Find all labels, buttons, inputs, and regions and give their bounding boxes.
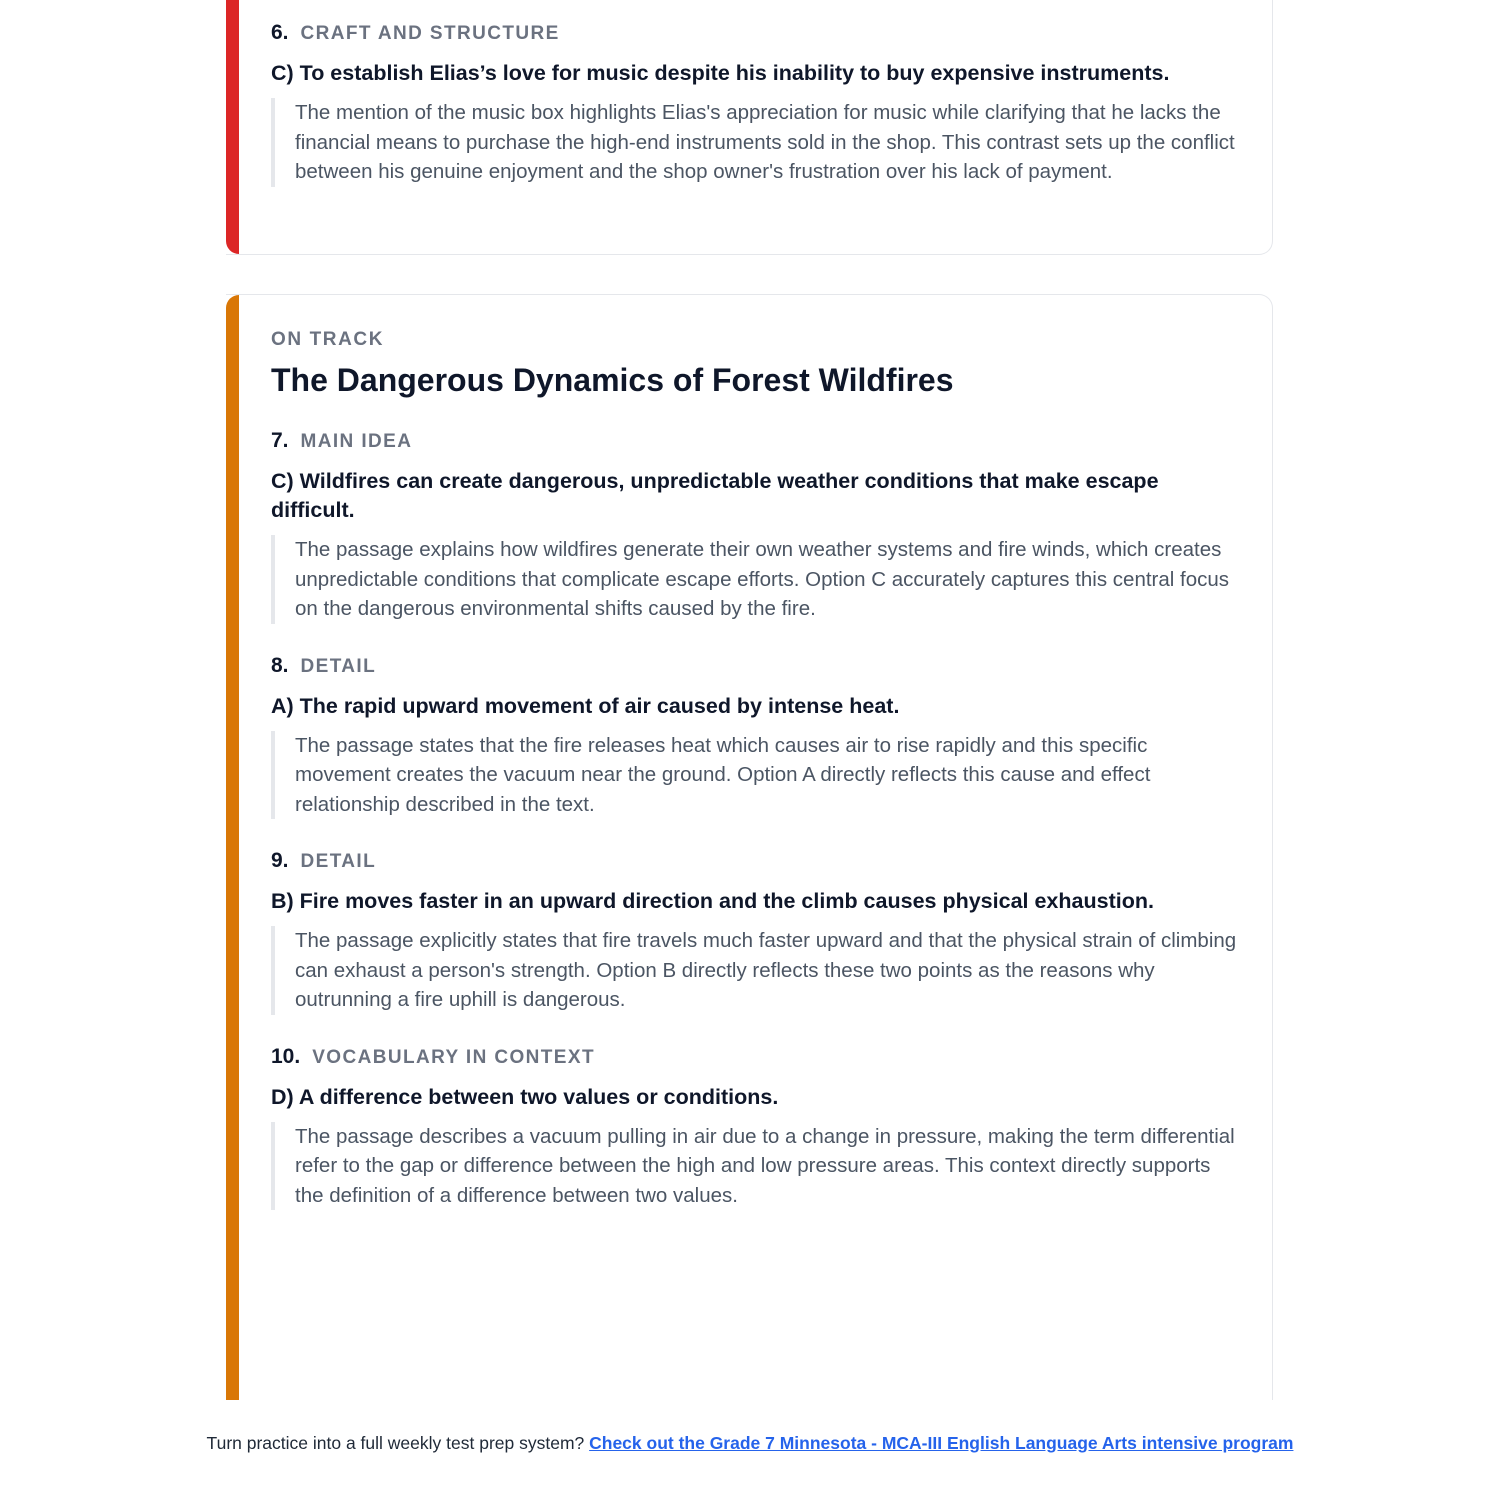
answer-explanation: The passage explains how wildfires generate their own weather systems and fire winds, which creates unpredictable conditions that complicate escape efforts. Option C accurately captures this central focus on the dangerous environmental shifts caused by the fire.	[271, 535, 1242, 624]
question-category: DETAIL	[300, 655, 377, 677]
answer-explanation: The passage states that the fire releases heat which causes air to rise rapidly and this specific movement creates the vacuum near the ground. Option A directly reflects this cause and effect relationship described in the text.	[271, 731, 1242, 820]
question-header	[271, 654, 1242, 684]
card-content	[271, 21, 1242, 187]
correct-answer: A) The rapid upward movement of air caused by intense heat.	[271, 693, 900, 718]
correct-answer: D) A difference between two values or conditions.	[271, 1084, 779, 1109]
footer-promo	[200, 1433, 1300, 1454]
correct-answer: C) To establish Elias’s love for music despite his inability to buy expensive instruments.	[271, 61, 1170, 85]
question-category: CRAFT AND STRUCTURE	[300, 23, 560, 44]
question-item	[271, 429, 1242, 624]
program-link[interactable]: Check out the Grade 7 Minnesota - MCA-III English Language Arts intensive program	[589, 1433, 1294, 1453]
question-number: 9.	[271, 849, 289, 873]
question-header	[271, 849, 1242, 879]
question-item	[271, 654, 1242, 820]
answer-explanation: The passage describes a vacuum pulling in air due to a change in pressure, making the term differential refer to the gap or difference between the high and low pressure areas. This context directly supports the definition of a difference between two values.	[271, 1122, 1242, 1211]
question-header	[271, 21, 1242, 51]
question-number: 6.	[271, 21, 289, 44]
question-category: DETAIL	[300, 851, 377, 873]
question-item	[271, 849, 1242, 1015]
question-header	[271, 1045, 1242, 1075]
question-category: MAIN IDEA	[300, 431, 413, 453]
correct-answer: C) Wildfires can create dangerous, unpredictable weather conditions that make escape difficult.	[271, 469, 1159, 523]
question-number: 8.	[271, 653, 289, 677]
results-card-1	[226, 0, 1273, 255]
question-category: VOCABULARY IN CONTEXT	[312, 1046, 595, 1068]
status-label: ON TRACK	[271, 329, 385, 350]
question-number: 10.	[271, 1044, 301, 1068]
answer-explanation: The passage explicitly states that fire travels much faster upward and that the physical strain of climbing can exhaust a person's strength. Option B directly reflects these two points as the reasons why outrunning a fire uphill is dangerous.	[271, 926, 1242, 1015]
question-number: 7.	[271, 429, 289, 453]
card-content	[271, 329, 1242, 1210]
answer-explanation: The mention of the music box highlights Elias's appreciation for music while clarifying that he lacks the financial means to purchase the high-end instruments sold in the shop. This contrast sets up the conflict between his genuine enjoyment and the shop owner's frustration over his lack of payment.	[271, 98, 1242, 187]
question-item	[271, 21, 1242, 187]
question-item	[271, 1045, 1242, 1211]
passage-title: The Dangerous Dynamics of Forest Wildfires	[271, 362, 954, 398]
card-accent-bar	[226, 0, 239, 254]
card-accent-bar	[226, 295, 239, 1400]
results-card-2	[226, 294, 1273, 1400]
correct-answer: B) Fire moves faster in an upward direction and the climb causes physical exhaustion.	[271, 889, 1154, 914]
footer-text: Turn practice into a full weekly test prep system?	[206, 1433, 585, 1453]
question-header	[271, 429, 1242, 459]
